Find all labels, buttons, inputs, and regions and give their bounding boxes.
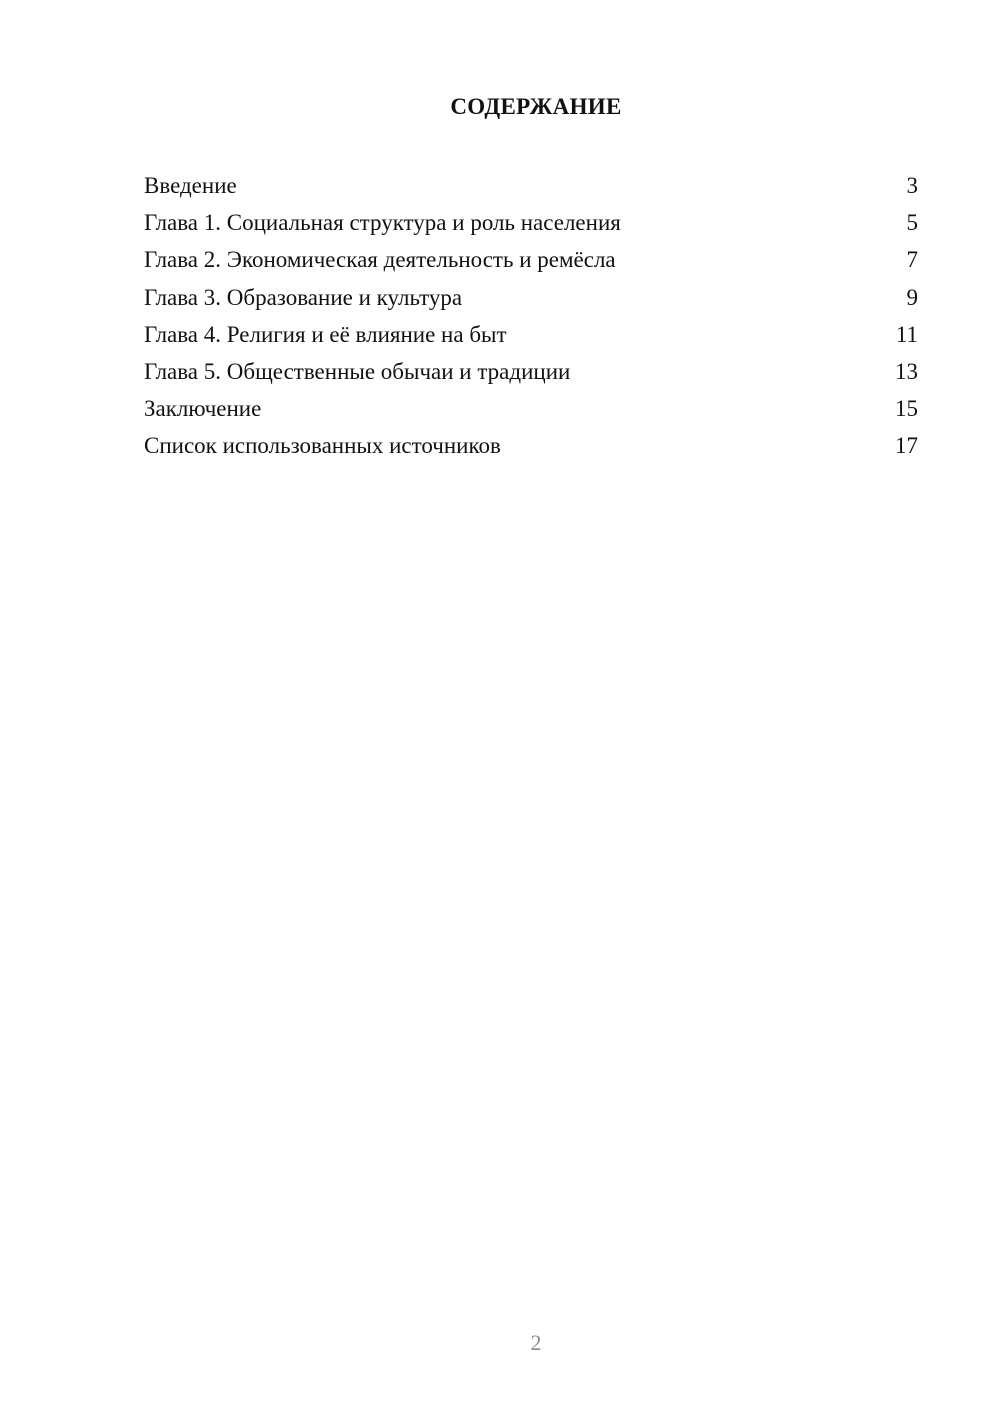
- toc-entry-page: 3: [906, 173, 918, 198]
- toc-entry-introduction: [144, 167, 918, 204]
- toc-entry-chapter-1: [144, 204, 918, 241]
- page-title: СОДЕРЖАНИЕ: [450, 94, 622, 119]
- toc-entry-chapter-5: [144, 353, 918, 390]
- toc-entry-text: Список использованных источников: [144, 433, 501, 459]
- toc-entry-text: Введение: [144, 173, 237, 198]
- toc-entry-page: 9: [906, 284, 918, 310]
- toc-entry-chapter-2: [144, 241, 918, 278]
- toc-entry-page: 5: [906, 210, 918, 236]
- toc-entry-text: Глава 2. Экономическая деятельность и ремёсла: [144, 247, 616, 273]
- toc-entry-chapter-4: [144, 316, 918, 353]
- toc-entry-references: [144, 427, 918, 464]
- toc-entry-text: Глава 1. Социальная структура и роль населения: [144, 210, 621, 236]
- toc-entry-page: 17: [895, 433, 918, 459]
- toc-entry-text: Заключение: [144, 396, 262, 422]
- toc-entry-page: 7: [906, 247, 918, 273]
- toc-entry-page: 13: [895, 358, 918, 384]
- page-number: 2: [530, 1330, 542, 1355]
- toc-entry-page: 15: [895, 396, 918, 422]
- toc-entry-page: 11: [895, 321, 918, 347]
- toc-entry-text: Глава 4. Религия и её влияние на быт: [144, 321, 507, 347]
- toc-entry-text: Глава 5. Общественные обычаи и традиции: [144, 358, 571, 384]
- toc-entry-conclusion: [144, 390, 918, 427]
- toc-entry-chapter-3: [144, 279, 918, 316]
- table-of-contents: [144, 167, 918, 465]
- toc-entry-text: Глава 3. Образование и культура: [144, 284, 463, 310]
